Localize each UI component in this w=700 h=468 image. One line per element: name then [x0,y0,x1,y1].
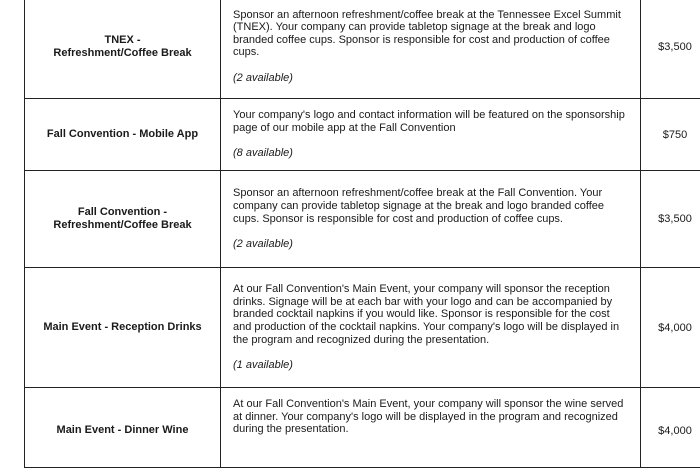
table-row [25,268,700,388]
sponsorship-price: $750 [641,99,700,171]
sponsorship-price: $4,000 [641,388,700,468]
name-line: Fall Convention - Mobile App [31,128,214,141]
sponsorship-name [25,171,221,268]
sponsorship-description [221,0,641,99]
sponsorship-price: $4,000 [641,268,700,388]
sponsorship-name [25,268,221,388]
sponsorship-name [25,388,221,468]
name-line: Main Event - Dinner Wine [31,424,214,437]
description-text: Sponsor an afternoon refreshment/coffee break at the Tennessee Excel Summit (TNEX). Your company can provide tabletop signage at the break and logo branded coffee cups. Sponsor is responsible for cost and production of coffee cups. [233,9,630,59]
table-row [25,99,700,171]
name-line: TNEX - [31,34,214,47]
availability-note: (1 available) [233,359,630,372]
sponsorship-price: $3,500 [641,0,700,99]
name-line: Refreshment/Coffee Break [31,47,214,60]
table-row [25,171,700,268]
description-text: Sponsor an afternoon refreshment/coffee break at the Fall Convention. Your company can provide tabletop signage at the break and logo branded coffee cups. Sponsor is responsible for cost and production of coffee cups. [233,187,630,225]
sponsorship-table [24,0,700,468]
description-text: Your company's logo and contact information will be featured on the sponsorship page of our mobile app at the Fall Convention [233,109,630,134]
availability-note: (2 available) [233,72,630,85]
name-line: Fall Convention - [31,206,214,219]
sponsorship-name [25,0,221,99]
availability-note: (2 available) [233,238,630,251]
description-text: At our Fall Convention's Main Event, your company will sponsor the reception drinks. Signage will be at each bar with your logo and can be accompanied by branded cocktail napkins if you would like. Sponsor is responsible for the cost and production of the cocktail napkins. Your company's logo will be displayed in the program and recognized during the presentation. [233,283,630,346]
table-row [25,388,700,468]
sponsorship-price: $3,500 [641,171,700,268]
sponsorship-description [221,268,641,388]
sponsorship-description [221,171,641,268]
description-text: At our Fall Convention's Main Event, your company will sponsor the wine served at dinner. Your company's logo will be displayed in the program and recognized during the presentation. [233,398,630,436]
availability-note: (8 available) [233,147,630,160]
table-row [25,0,700,99]
name-line: Refreshment/Coffee Break [31,219,214,232]
sponsorship-description [221,388,641,468]
sponsorship-description [221,99,641,171]
sponsorship-name [25,99,221,171]
name-line: Main Event - Reception Drinks [31,321,214,334]
